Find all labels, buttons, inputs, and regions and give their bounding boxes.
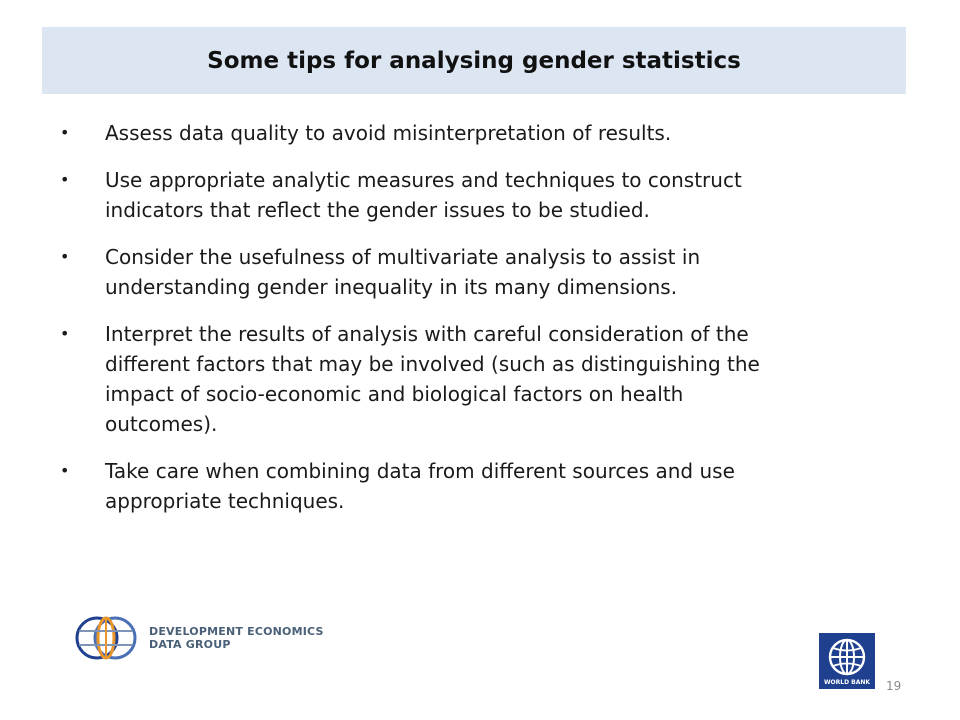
bullet-text: Use appropriate analytic measures and techniques to construct indicators that reflect the gender issues to be studied. <box>105 168 742 222</box>
bullet-item <box>60 165 880 225</box>
deg-globe-icon <box>75 613 143 663</box>
bullet-item <box>60 319 880 439</box>
bullet-dot-icon: • <box>60 461 70 480</box>
bullet-text: Consider the usefulness of multivariate analysis to assist in understanding gender inequality in its many dimensions. <box>105 245 701 299</box>
world-bank-logo-text: WORLD BANK <box>823 679 871 686</box>
bullet-dot-icon: • <box>60 324 70 343</box>
slide-title: Some tips for analysing gender statistics <box>207 47 741 74</box>
deg-logo-line1: DEVELOPMENT ECONOMICS <box>149 625 324 638</box>
development-economics-data-group-logo <box>75 613 324 663</box>
bullet-text: Interpret the results of analysis with careful consideration of the different factors that may be involved (such as distinguishing the impact of socio-economic and biological factors on health outcomes). <box>105 322 760 436</box>
bullet-item <box>60 118 880 148</box>
bullet-text: Assess data quality to avoid misinterpretation of results. <box>105 121 672 145</box>
bullet-dot-icon: • <box>60 247 70 266</box>
bullet-item <box>60 456 880 516</box>
title-bar <box>42 27 906 94</box>
bullet-text: Take care when combining data from different sources and use appropriate techniques. <box>105 459 735 513</box>
world-bank-logo <box>819 633 875 689</box>
deg-logo-line2: DATA GROUP <box>149 638 231 651</box>
bullet-item <box>60 242 880 302</box>
bullet-list <box>60 118 880 533</box>
bullet-dot-icon: • <box>60 170 70 189</box>
bullet-dot-icon: • <box>60 123 70 142</box>
page-number: 19 <box>886 679 902 693</box>
